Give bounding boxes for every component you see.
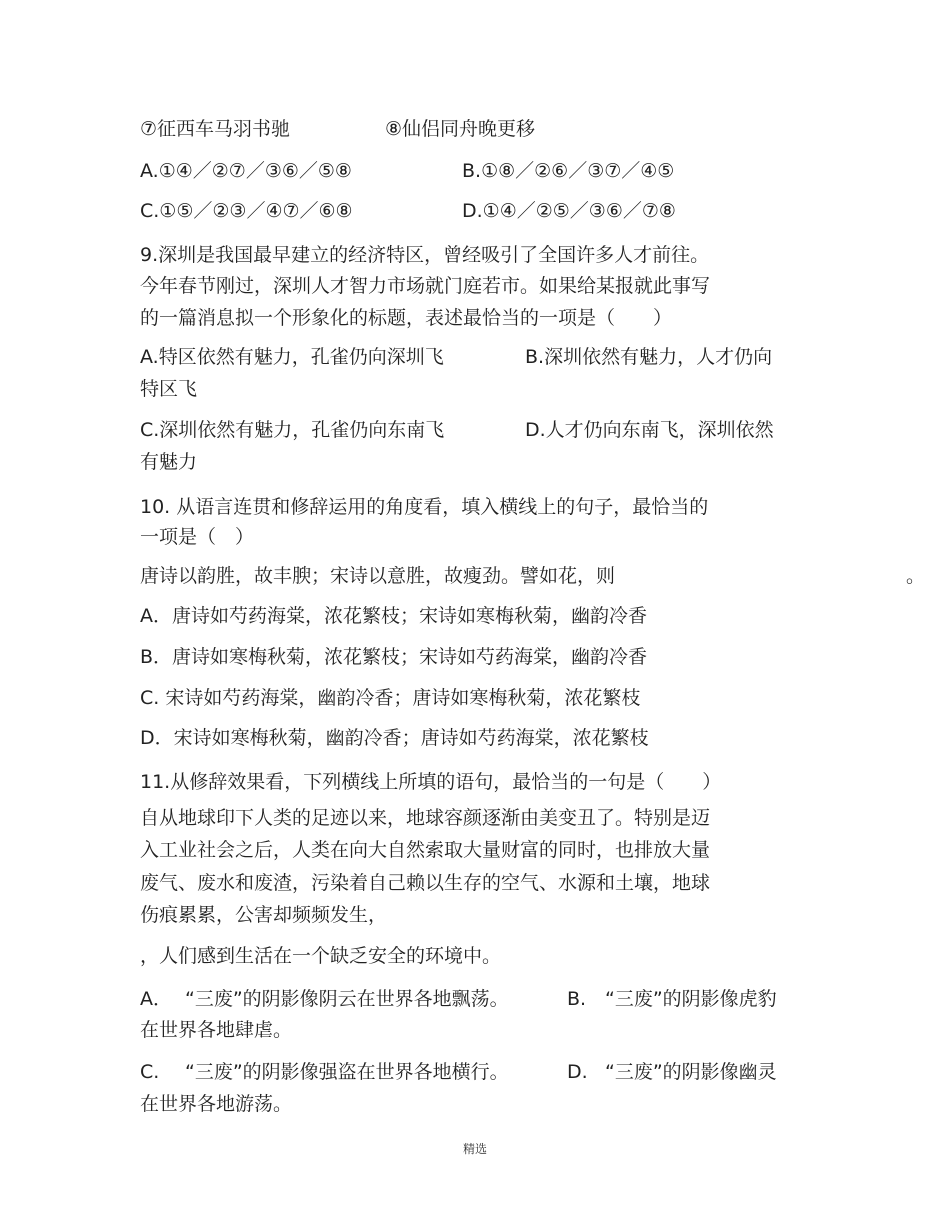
q10-option-d: D．宋诗如寒梅秋菊，幽韵冷香；唐诗如芍药海棠，浓花繁枝 (140, 727, 649, 749)
q9-option-b-continued: 特区飞 (140, 378, 198, 400)
q8-option-d: D.①④／②⑤／③⑥／⑦⑧ (462, 200, 676, 222)
q8-option-a: A.①④／②⑦／③⑥／⑤⑧ (140, 160, 352, 182)
q10-option-b: B．唐诗如寒梅秋菊，浓花繁枝；宋诗如芍药海棠，幽韵冷香 (140, 646, 648, 668)
q11-passage-line-4: 伤痕累累，公害却频频发生， (140, 904, 388, 926)
q11-passage-line-5: ，人们感到生活在一个缺乏安全的环境中。 (140, 945, 502, 967)
q9-option-a: A.特区依然有魅力，孔雀仍向深圳飞 (140, 346, 444, 368)
q8-option-b: B.①⑧／②⑥／③⑦／④⑤ (462, 160, 675, 182)
q9-stem-line-1: 9.深圳是我国最早建立的经济特区，曾经吸引了全国许多人才前往。 (140, 244, 710, 266)
q8-item-8: ⑧仙侣同舟晚更移 (385, 118, 536, 140)
q8-option-c: C.①⑤／②③／④⑦／⑥⑧ (140, 200, 353, 222)
q11-passage-line-3: 废气、废水和废渣，污染着自己赖以生存的空气、水源和土壤，地球 (140, 872, 711, 894)
q9-option-c: C.深圳依然有魅力，孔雀仍向东南飞 (140, 419, 445, 441)
q10-context-end: 。 (906, 565, 926, 587)
q9-option-d-continued: 有魅力 (140, 451, 198, 473)
q10-context (140, 564, 925, 588)
q10-stem-line-1: 10. 从语言连贯和修辞运用的角度看，填入横线上的句子，最恰当的 (140, 496, 709, 518)
q10-stem-line-2: 一项是（ ） (140, 526, 255, 548)
q11-option-c: “三废”的阴影像强盗在世界各地横行。 (185, 1061, 509, 1083)
q8-item-7: ⑦征西车马羽书驰 (140, 118, 291, 140)
page-footer: 精选 (462, 1142, 487, 1156)
q9-stem-line-2: 今年春节刚过，深圳人才智力市场就门庭若市。如果给某报就此事写 (140, 275, 711, 297)
q11-option-b-continued: 在世界各地肆虐。 (140, 1019, 293, 1041)
q11-passage-line-2: 入工业社会之后，人类在向大自然索取大量财富的同时，也排放大量 (140, 839, 711, 861)
q11-option-b-label: B. (567, 988, 587, 1010)
q11-option-a: “三废”的阴影像阴云在世界各地飘荡。 (185, 988, 509, 1010)
q11-option-b: “三废”的阴影像虎豹 (605, 988, 777, 1010)
q9-option-b: B.深圳依然有魅力，人才仍向 (525, 346, 773, 368)
q11-option-a-label: A． (140, 988, 172, 1010)
q9-stem-line-3: 的一篇消息拟一个形象化的标题，表述最恰当的一项是（ ） (140, 307, 673, 329)
q11-stem: 11.从修辞效果看，下列横线上所填的语句，最恰当的一句是（ ） (140, 771, 722, 793)
q11-option-d-label: D. (567, 1061, 588, 1083)
q11-option-c-label: C. (140, 1061, 160, 1083)
q11-option-d-continued: 在世界各地游荡。 (140, 1093, 293, 1115)
q10-option-c: C. 宋诗如芍药海棠，幽韵冷香；唐诗如寒梅秋菊，浓花繁枝 (140, 687, 641, 709)
q10-context-text: 唐诗以韵胜，故丰腴；宋诗以意胜，故瘦劲。譬如花，则 (140, 565, 616, 587)
q11-option-d: “三废”的阴影像幽灵 (605, 1061, 777, 1083)
q9-option-d: D.人才仍向东南飞，深圳依然 (525, 419, 774, 441)
q11-passage-line-1: 自从地球印下人类的足迹以来，地球容颜逐渐由美变丑了。特别是迈 (140, 807, 711, 829)
q10-option-a: A．唐诗如芍药海棠，浓花繁枝；宋诗如寒梅秋菊，幽韵冷香 (140, 605, 647, 627)
